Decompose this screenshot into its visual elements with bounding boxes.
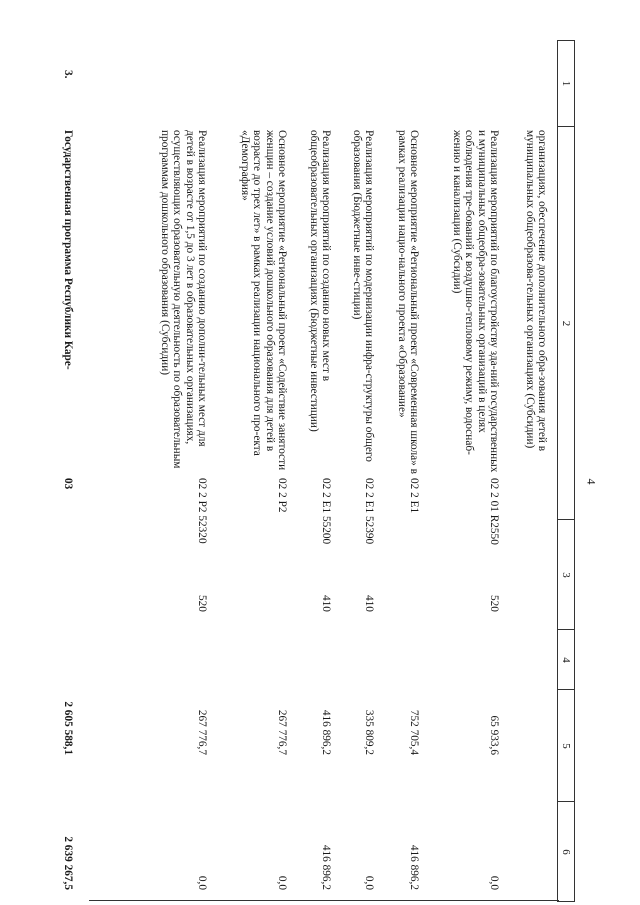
row-name: Реализация мероприятий по созданию новых мест в общеобразовательных организациях (Бюджетные инвестиции) (307, 130, 332, 432)
row-code: 03 (62, 478, 74, 490)
row-code: 02 2 E1 (408, 478, 420, 514)
row-code: 02 2 P2 52320 (196, 478, 208, 544)
row-value-col5: 267 776,7 (276, 709, 288, 755)
row-code: 02 2 01 R2550 (488, 478, 500, 545)
row-value-col6: 0,0 (363, 875, 375, 890)
row-name: организациях, обеспечение дополнительного обра-зования детей в муниципальных общеобразова-тельных организациях (Субсидии) (523, 130, 548, 452)
row-value-col5: 335 809,2 (363, 709, 375, 755)
row-value-col6: 416 896,2 (320, 844, 332, 890)
page-number: 4 (584, 478, 599, 485)
row-name: Реализация мероприятий по модернизации инфра-структуры общего образования (Бюджетные инве-стиции) (350, 130, 375, 462)
column-header: 2 (558, 126, 574, 520)
row-name: Основное мероприятие «Региональный проект «Содействие занятости женщин – создание условий дошкольного образования для детей в возрасте до трех лет» в рамках реализации национального про-екта «Демография» (238, 130, 288, 471)
row-value-col6: 416 896,2 (408, 844, 420, 890)
row-value-col6: 0,0 (196, 875, 208, 890)
row-value-col5: 416 896,2 (320, 709, 332, 755)
row-number: 3. (62, 70, 74, 79)
row-code: 02 2 E1 52390 (363, 478, 375, 545)
row-value-col5: 752 705,4 (408, 709, 420, 755)
column-header-row (557, 40, 575, 902)
column-header: 1 (560, 80, 572, 87)
column-header: 4 (558, 629, 574, 690)
table-border (89, 900, 559, 901)
column-header: 6 (558, 801, 574, 902)
row-value-col6: 0,0 (488, 875, 500, 890)
row-name: Реализация мероприятий по благоустройству зда-ний государственных и муниципальных общеобра-зовательных организаций в целях соблюдения тре-бований к воздушно-тепловому режиму, водоснаб-жению и канализации (Субсидии) (450, 130, 500, 473)
row-value-col5: 2 605 588,1 (62, 701, 74, 755)
row-value-col6: 2 639 267,5 (62, 836, 74, 890)
row-code: 02 2 P2 (276, 478, 288, 513)
row-expense-type: 410 (320, 595, 332, 612)
row-name: Государственная программа Республики Каре- (62, 130, 74, 370)
row-expense-type: 410 (363, 595, 375, 612)
row-name: Основное мероприятие «Региональный проект «Современная школа» в рамках реализации нацио-нального проекта «Образование» (395, 130, 420, 474)
row-value-col5: 267 776,7 (196, 709, 208, 755)
column-header: 3 (558, 519, 574, 630)
row-name: Реализация мероприятий по созданию дополни-тельных мест для детей в возрасте от 1,5 до 3 лет в образовательных организациях, осуществляющих образовательную деятельность по образовательным программам дошкольного образования (Субсидии) (158, 130, 208, 469)
row-expense-type: 520 (488, 595, 500, 612)
row-code: 02 2 E1 55200 (320, 478, 332, 545)
row-value-col6: 0,0 (276, 875, 288, 890)
column-header: 5 (558, 689, 574, 802)
row-value-col5: 65 933,6 (488, 715, 500, 755)
row-expense-type: 520 (196, 595, 208, 612)
